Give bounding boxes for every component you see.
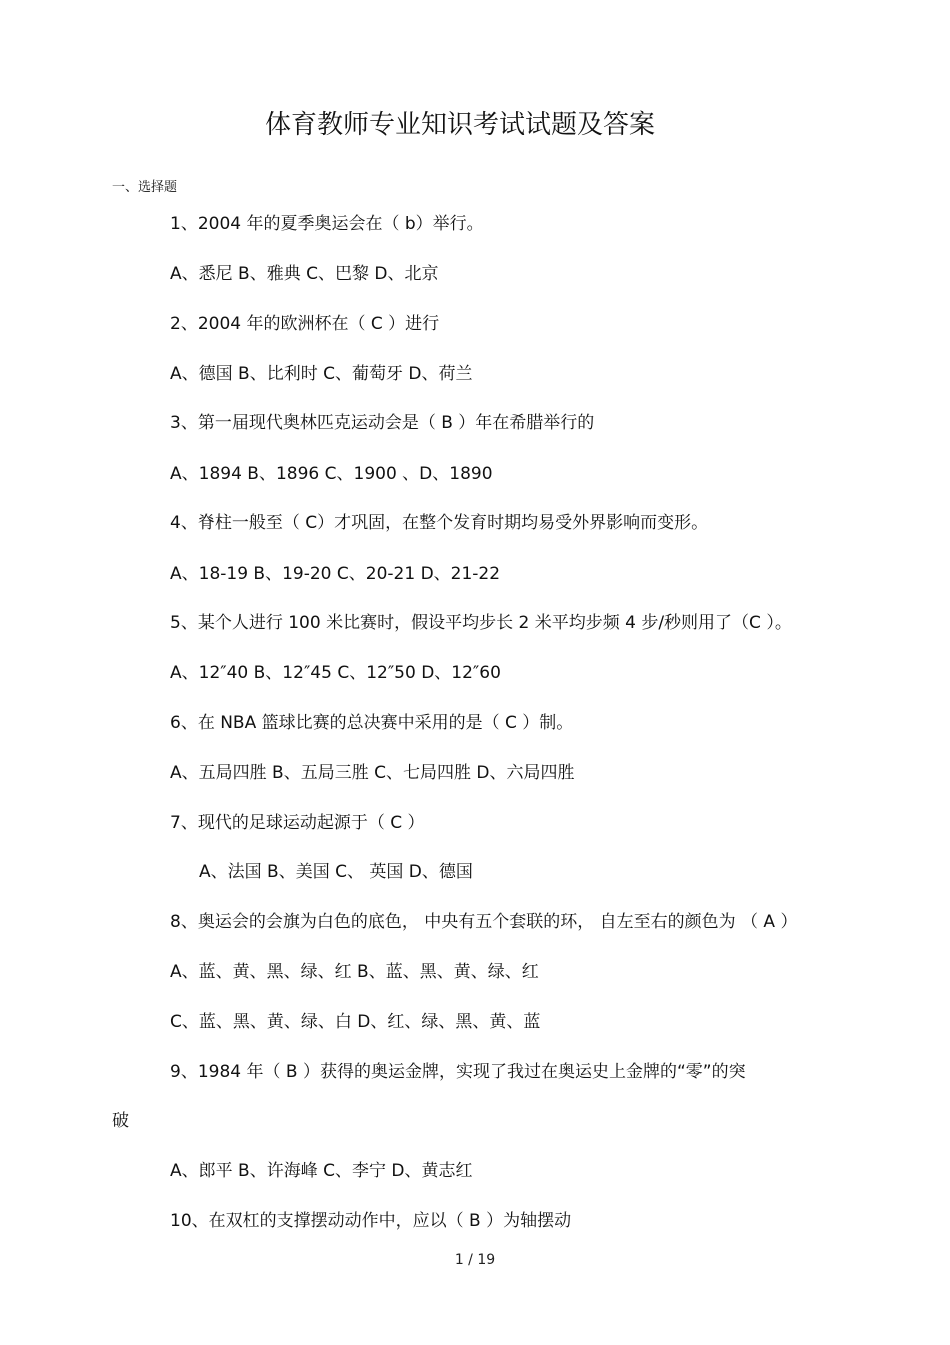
question-9-continuation: 破 — [112, 1111, 129, 1131]
question-1-options: A、悉尼 B、雅典 C、巴黎 D、北京 — [170, 264, 439, 284]
question-7: 7、现代的足球运动起源于（ C ） — [170, 813, 425, 833]
question-4: 4、脊柱一般至（ C）才巩固，在整个发育时期均易受外界影响而变形。 — [170, 513, 709, 533]
question-6-options: A、五局四胜 B、五局三胜 C、七局四胜 D、六局四胜 — [170, 763, 575, 783]
question-10: 10、在双杠的支撑摆动动作中，应以（ B ）为轴摆动 — [170, 1211, 572, 1231]
question-2: 2、2004 年的欧洲杯在（ C ）进行 — [170, 314, 440, 334]
question-6: 6、在 NBA 篮球比赛的总决赛中采用的是（ C ）制。 — [170, 713, 574, 733]
page-number: 1 / 19 — [454, 1252, 496, 1268]
question-3-options: A、1894 B、1896 C、1900 、D、1890 — [170, 464, 493, 484]
question-8-options-ab: A、蓝、黄、黑、绿、红 B、蓝、黑、黄、绿、红 — [170, 962, 539, 982]
question-2-options: A、德国 B、比利时 C、葡萄牙 D、荷兰 — [170, 364, 473, 384]
section-heading: 一、选择题 — [112, 180, 178, 195]
question-5: 5、某个人进行 100 米比赛时，假设平均步长 2 米平均步频 4 步/秒则用了（C ）。 — [170, 613, 792, 633]
document-title: 体育教师专业知识考试试题及答案 — [264, 110, 655, 140]
question-9: 9、1984 年（ B ）获得的奥运金牌，实现了我过在奥运史上金牌的“零”的突 — [170, 1062, 746, 1082]
question-7-options: A、法国 B、美国 C、 英国 D、德国 — [199, 862, 473, 882]
question-5-options: A、12″40 B、12″45 C、12″50 D、12″60 — [170, 663, 501, 683]
question-4-options: A、18-19 B、19-20 C、20-21 D、21-22 — [170, 564, 501, 584]
question-8-options-cd: C、蓝、黑、黄、绿、白 D、红、绿、黑、黄、蓝 — [170, 1012, 541, 1032]
question-9-options: A、郎平 B、许海峰 C、李宁 D、黄志红 — [170, 1161, 473, 1181]
question-1: 1、2004 年的夏季奥运会在（ b）举行。 — [170, 214, 484, 234]
question-3: 3、第一届现代奥林匹克运动会是（ B ）年在希腊举行的 — [170, 413, 595, 433]
question-8: 8、奥运会的会旗为白色的底色， 中央有五个套联的环， 自左至右的颜色为 （ A ） — [170, 912, 798, 932]
